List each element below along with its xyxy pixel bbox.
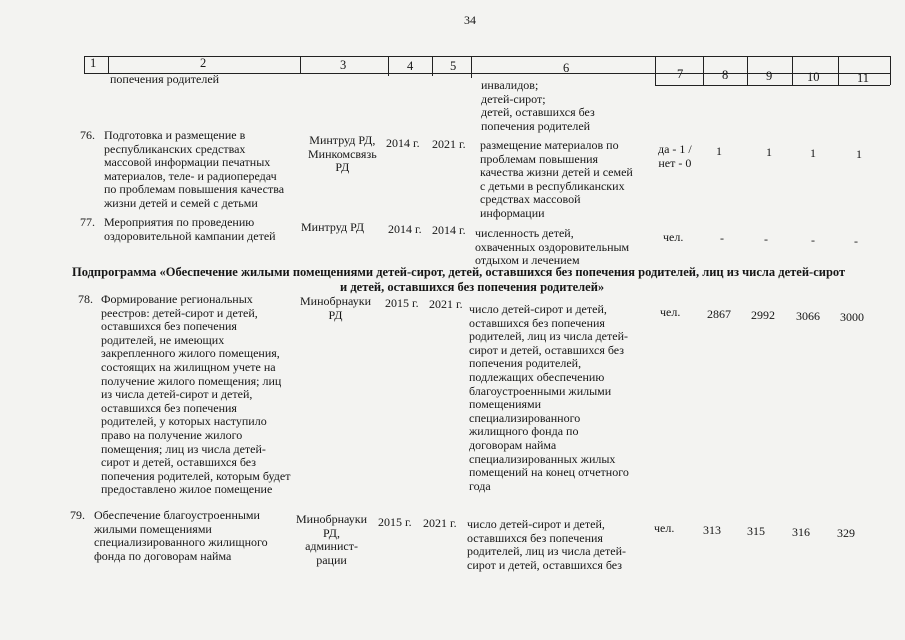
row-76-executor: Минтруд РД, Минкомсвязь РД xyxy=(308,133,377,175)
row-79-end: 2021 г. xyxy=(423,516,457,530)
row-79-start: 2015 г. xyxy=(378,515,412,529)
row-76-unit: да - 1 / нет - 0 xyxy=(658,142,692,170)
row-78-start: 2015 г. xyxy=(385,296,419,310)
header-col-6: 6 xyxy=(563,61,570,75)
row-79-name: Обеспечение благоустроенными жилыми помещениями специализированного жилищного фонда по договорам найма xyxy=(94,508,268,563)
row-77-v10: - xyxy=(811,233,815,247)
col-divider xyxy=(108,56,109,73)
row-79-v11: 329 xyxy=(837,526,855,540)
row-78-v9: 2992 xyxy=(751,308,775,322)
header-col-3: 3 xyxy=(340,58,347,72)
row-77-number: 77. xyxy=(80,215,95,229)
header-col-2: 2 xyxy=(200,56,207,70)
col-divider xyxy=(388,56,389,76)
row-79-number: 79. xyxy=(70,508,85,522)
row-79-unit: чел. xyxy=(654,521,675,535)
row-78-v8: 2867 xyxy=(707,307,731,321)
header-col-7: 7 xyxy=(677,67,684,81)
row-77-unit: чел. xyxy=(663,230,684,244)
row-76-end: 2021 г. xyxy=(432,137,466,151)
row-76-v10: 1 xyxy=(810,146,816,160)
row-76-v11: 1 xyxy=(856,147,862,161)
col-divider xyxy=(300,56,301,73)
header-col-8: 8 xyxy=(722,68,729,82)
col-divider xyxy=(703,56,704,85)
header-col-9: 9 xyxy=(766,69,773,83)
row-79-v10: 316 xyxy=(792,525,810,539)
row-77-end: 2014 г. xyxy=(432,223,466,237)
col-divider xyxy=(471,56,472,78)
row-76-number: 76. xyxy=(80,128,95,142)
row-76-v8: 1 xyxy=(716,144,722,158)
row-79-v9: 315 xyxy=(747,524,765,538)
col-divider xyxy=(84,56,85,73)
col-divider xyxy=(747,56,748,85)
col-divider xyxy=(890,56,891,85)
carry-over-name: попечения родителей xyxy=(110,72,220,86)
row-78-indicator: число детей-сирот и детей, оставшихся без попечения родителей, лиц из числа детей- сирот и детей, оставшихся без попечения родителей, подлежащих обеспечению благоустроенными жилыми помещениями специализированного жилищного фонда по договорам найма специализированных жилых помещений на конец отчетного года xyxy=(469,302,629,493)
row-77-name: Мероприятия по проведению оздоровительной кампании детей xyxy=(104,215,276,243)
header-col-1: 1 xyxy=(90,56,97,70)
row-78-end: 2021 г. xyxy=(429,297,463,311)
col-divider xyxy=(655,56,656,85)
header-col-11: 11 xyxy=(857,71,870,85)
row-77-indicator: численность детей, охваченных оздоровительным отдыхом и лечением xyxy=(475,226,630,268)
row-79-v8: 313 xyxy=(703,523,721,537)
header-col-10: 10 xyxy=(807,70,820,84)
header-bottom-border-right xyxy=(655,85,890,86)
row-78-v10: 3066 xyxy=(796,309,820,323)
row-77-executor: Минтруд РД xyxy=(301,220,365,234)
row-76-indicator: размещение материалов по проблемам повышения качества жизни детей и семей с детьми в республиканских средствах массовой информации xyxy=(480,138,633,220)
header-col-5: 5 xyxy=(450,59,457,73)
row-78-unit: чел. xyxy=(660,305,681,319)
row-78-v11: 3000 xyxy=(840,310,864,324)
row-76-name: Подготовка и размещение в республиканских средствах массовой информации печатных материалов, теле- и радиопередач по проблемам повышения качества жизни детей и семей с детьми xyxy=(104,128,285,210)
row-76-v9: 1 xyxy=(766,145,772,159)
row-77-v9: - xyxy=(764,232,768,246)
subprogram-title-line1: Подпрограмма «Обеспечение жилыми помещениями детей-сирот, детей, оставшихся без попечения родителей, лиц из числа детей-сирот xyxy=(72,265,846,279)
header-col-4: 4 xyxy=(407,59,414,73)
page-number: 34 xyxy=(464,13,476,27)
row-77-v8: - xyxy=(720,231,724,245)
col-divider xyxy=(838,56,839,85)
row-79-indicator: число детей-сирот и детей, оставшихся без попечения родителей, лиц из числа детей- сирот и детей, оставшихся без xyxy=(467,517,626,572)
subprogram-title-line2: и детей, оставшихся без попечения родителей» xyxy=(340,280,605,294)
carry-over-indicator: инвалидов; детей-сирот; детей, оставшихся без попечения родителей xyxy=(481,78,595,133)
col-divider xyxy=(432,56,433,76)
row-79-executor: Минобрнауки РД, админист- рации xyxy=(296,512,368,567)
row-78-number: 78. xyxy=(78,292,93,306)
row-76-start: 2014 г. xyxy=(386,136,420,150)
row-77-v11: - xyxy=(854,234,858,248)
row-77-start: 2014 г. xyxy=(388,222,422,236)
row-78-executor: Минобрнауки РД xyxy=(300,294,372,322)
row-78-name: Формирование региональных реестров: детей-сирот и детей, оставшихся без попечения родителей, не имеющих закрепленного жилого помещения, состоящих на жилищном учете на получение жилого помещения; лиц из числа детей-сирот и детей, оставшихся без попечения родителей, у которых наступило право на получение жилого помещения; лиц из числа детей- сирот и детей, оставшихся без попечения родителей, которым будет предоставлено жилое помещение xyxy=(101,292,291,497)
col-divider xyxy=(792,56,793,85)
